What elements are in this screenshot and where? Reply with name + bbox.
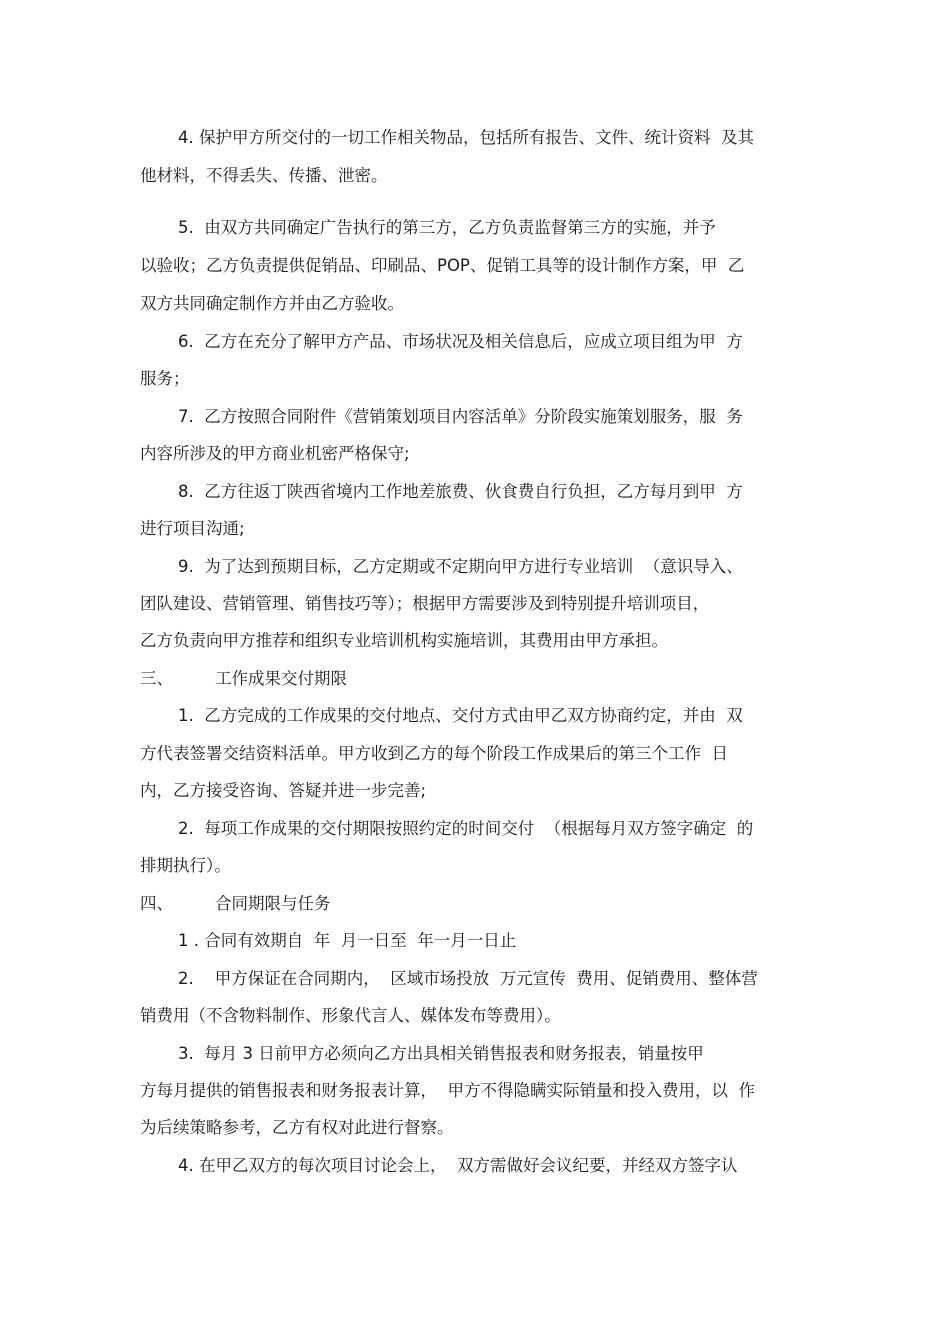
clause-3-1-line-2: 方代表签署交结资料活单。甲方收到乙方的每个阶段工作成果后的第三个工作 日 (140, 744, 728, 763)
clause-4-3-line-1: 3. 每月 3 日前甲方必须向乙方出具相关销售报表和财务报表，销量按甲 (178, 1044, 704, 1063)
clause-3-1-line-3: 内，乙方接受咨询、答疑并进一步完善; (140, 781, 427, 800)
clause-2-5-line-1: 5. 由双方共同确定广告执行的第三方，乙方负责监督第三方的实施，并予 (178, 218, 716, 237)
clause-4-2-line-2: 销费用（不含物料制作、形象代言人、媒体发布等费用）。 (140, 1006, 561, 1025)
clause-2-7-line-1: 7. 乙方按照合同附件《营销策划项目内容活单》分阶段实施策划服务，服 务 (178, 407, 743, 426)
clause-2-5-line-2: 以验收；乙方负责提供促销品、印刷品、POP、促销工具等的设计制作方案，甲 乙 (140, 256, 745, 275)
clause-4-2-line-1: 2. 甲方保证在合同期内， 区域市场投放 万元宣传 费用、促销费用、整体营 (178, 969, 758, 988)
clause-4-4-line-1: 4. 在甲乙双方的每次项目讨论会上， 双方需做好会议纪要，并经双方签字认 (178, 1156, 738, 1175)
clause-4-3-line-2: 方每月提供的销售报表和财务报表计算， 甲方不得隐瞒实际销量和投入费用，以 作 (140, 1081, 755, 1100)
clause-2-6-line-1: 6. 乙方在充分了解甲方产品、市场状况及相关信息后，应成立项目组为甲 方 (178, 332, 743, 351)
clause-2-7-line-2: 内容所涉及的甲方商业机密严格保守; (140, 444, 410, 463)
section-3-heading: 三、 工作成果交付期限 (140, 669, 347, 688)
section-4-heading: 四、 合同期限与任务 (140, 894, 331, 913)
clause-2-9-line-1: 9. 为了达到预期目标，乙方定期或不定期向甲方进行专业培训 （意识导入、 (178, 557, 743, 576)
clause-2-6-line-2: 服务； (140, 369, 190, 388)
clause-4-3-line-3: 为后续策略参考，乙方有权对此进行督察。 (140, 1118, 454, 1137)
clause-3-2-line-1: 2. 每项工作成果的交付期限按照约定的时间交付 （根据每月双方签字确定 的 (178, 819, 754, 838)
clause-4-1-line-1: 1 . 合同有效期自 年 月一日至 年一月一日止 (178, 931, 517, 950)
clause-2-8-line-2: 进行项目沟通; (140, 519, 245, 538)
clause-2-9-line-2: 团队建设、营销管理、销售技巧等）；根据甲方需要涉及到特别提升培训项目， (140, 594, 710, 613)
clause-3-2-line-2: 排期执行）。 (140, 856, 231, 875)
clause-2-9-line-3: 乙方负责向甲方推荐和组织专业培训机构实施培训，其费用由甲方承担。 (140, 631, 668, 650)
clause-2-5-line-3: 双方共同确定制作方并由乙方验收。 (140, 294, 404, 313)
clause-2-8-line-1: 8. 乙方往返丁陕西省境内工作地差旅费、伙食费自行负担，乙方每月到甲 方 (178, 482, 743, 501)
clause-3-1-line-1: 1. 乙方完成的工作成果的交付地点、交付方式由甲乙双方协商约定，并由 双 (178, 706, 743, 725)
clause-2-4-line-2: 他材料，不得丢失、传播、泄密。 (140, 166, 388, 185)
clause-2-4-line-1: 4. 保护甲方所交付的一切工作相关物品，包括所有报告、文件、统计资料 及其 (178, 128, 754, 147)
